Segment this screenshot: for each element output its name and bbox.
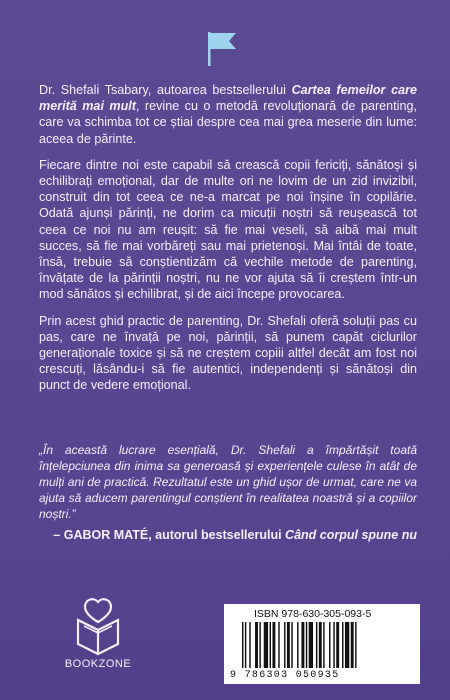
body-paragraph: Prin acest ghid practic de parenting, Dr. Shefali oferă soluții pas cu pas, care ne învață pe noi, părinții, să punem capăt ciclurilor generaționale toxice și să ne creștem copiii altfel decât am fost noi crescuți, lăsându-i să fie autentici, independenți și sănătoși din punct de vedere emoțional. [39, 313, 417, 393]
barcode-icon [242, 622, 404, 668]
barcode-label [224, 604, 420, 684]
body-paragraph: Fiecare dintre noi este capabil să crească copii fericiți, sănătoși și echilibrați emoțional, dar de multe ori ne lovim de un zid invizibil, construit din tot ceea ce ne-a marcat pe noi înșine în copilărie. Odată ajunși părinți, ne dorim ca micuții noștri să reușească tot ceea ce noi nu am reușit: să fie mai veseli, să aibă mai mult succes, să fie mai vorbăreți sau mai prietenoși. Mai întâi de toate, însă, trebuie să conștientizăm că vechile metode de parenting, învățate de la părinții noștri, nu ne vor ajuta să îi creștem într-un mod sănătos și echilibrat, și de aici începe provocarea. [39, 157, 417, 302]
intro-paragraph: Dr. Shefali Tsabary, autoarea bestsellerului Cartea femeilor care merită mai mult, revine cu o metodă revoluționară de parenting, care va schimba tot ce știai despre cea mai grea meserie din lume: aceea de părinte. [39, 83, 417, 146]
isbn-number: ISBN 978-630-305-093-5 [254, 608, 372, 620]
description [39, 82, 417, 404]
barcode-digits: 9 786303 050935 [230, 670, 340, 681]
publisher-name: BOOKZONE [64, 658, 132, 670]
book-heart-icon [74, 598, 122, 656]
flag-icon [205, 28, 239, 68]
endorsement-quote: „În această lucrare esențială, Dr. Shefali a împărtășit toată înțelepciunea din inima sa generoasă și experiențele culese în atât de mulți ani de practică. Rezultatul este un ghid ușor de urmat, care ne va ajuta să aducem parentingul conștient în realitatea noastră și a copiilor noștri.” [39, 443, 417, 521]
book-title-reference: Cartea femeilor care merită mai mult [39, 83, 417, 114]
quote-attribution: – GABOR MATÉ, autorul bestsellerului Când corpul spune nu [53, 528, 417, 542]
publisher-logo [62, 598, 134, 684]
